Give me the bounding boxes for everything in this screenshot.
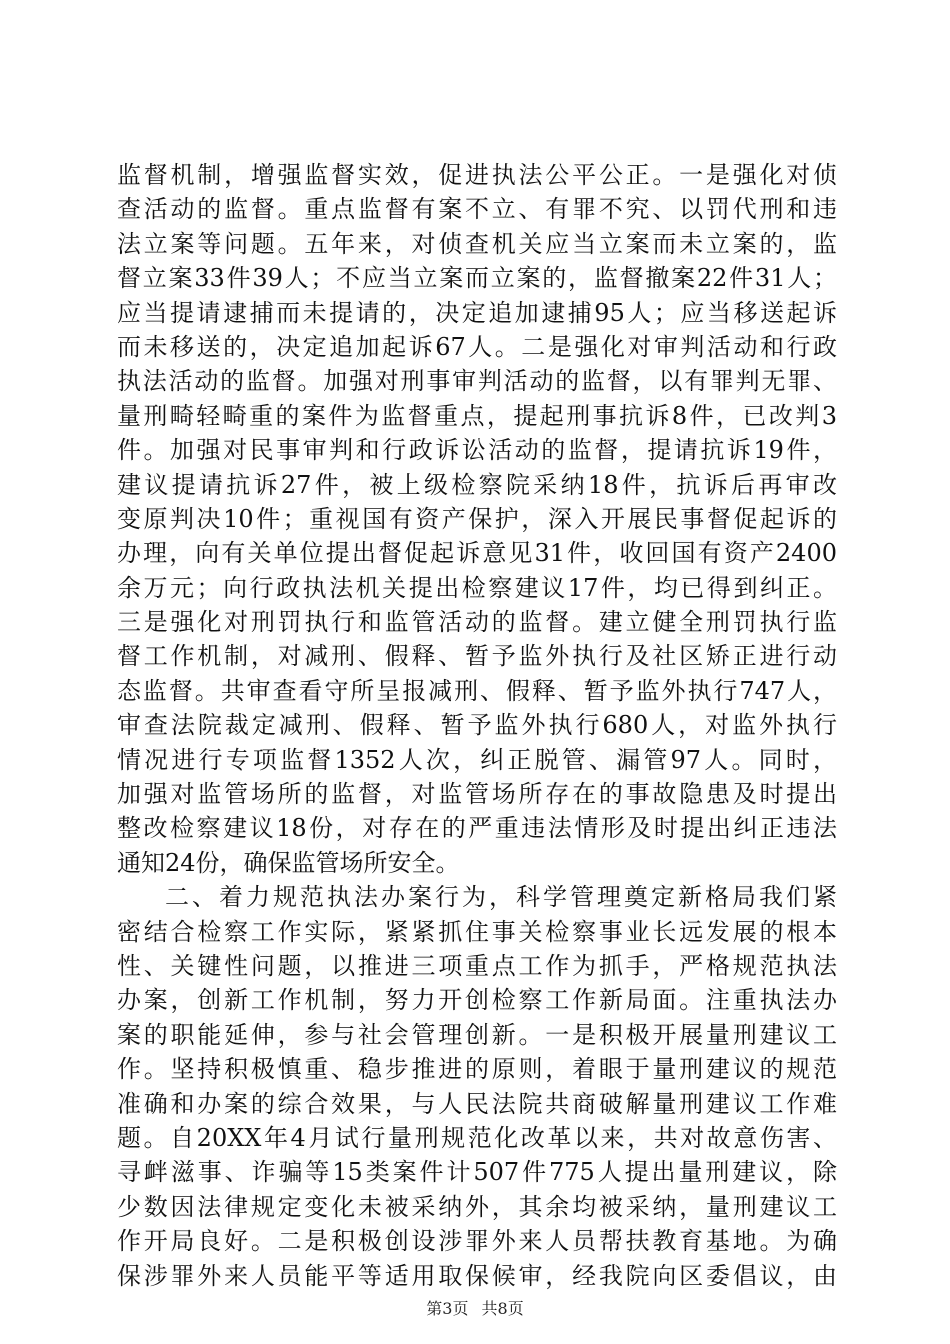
text-line: 督工作机制，对减刑、假释、暂予监外执行及社区矫正进行动 [117, 642, 837, 671]
text-line: 审查法院裁定减刑、假释、暂予监外执行680人，对监外执行 [117, 711, 837, 740]
text-line: 寻衅滋事、诈骗等15类案件计507件775人提出量刑建议，除 [117, 1158, 837, 1187]
text-line: 执法活动的监督。加强对刑事审判活动的监督，以有罪判无罪、 [117, 367, 837, 396]
text-line: 作。坚持积极慎重、稳步推进的原则，着眼于量刑建议的规范 [117, 1055, 837, 1084]
text-line: 变原判决10件；重视国有资产保护，深入开展民事督促起诉的 [117, 504, 837, 533]
page-total: 共8页 [481, 1299, 524, 1318]
text-line: 法立案等问题。五年来，对侦查机关应当立案而未立案的，监 [117, 229, 837, 258]
document-body [117, 158, 837, 1293]
text-line: 办案，创新工作机制，努力开创检察工作新局面。注重执法办 [117, 986, 837, 1015]
text-line: 办理，向有关单位提出督促起诉意见31件，收回国有资产2400 [117, 539, 837, 568]
page-footer [0, 1298, 950, 1320]
text-line: 作开局良好。二是积极创设涉罪外来人员帮扶教育基地。为确 [117, 1227, 837, 1256]
text-line: 余万元；向行政执法机关提出检察建议17件，均已得到纠正。 [117, 573, 837, 602]
text-line: 三是强化对刑罚执行和监管活动的监督。建立健全刑罚执行监 [117, 608, 837, 637]
text-line: 题。自20XX年4月试行量刑规范化改革以来，共对故意伤害、 [117, 1123, 837, 1152]
section-heading-line: 二、着力规范执法办案行为，科学管理奠定新格局我们紧 [165, 883, 837, 912]
text-line: 监督机制，增强监督实效，促进执法公平公正。一是强化对侦 [117, 161, 837, 189]
text-line: 态监督。共审查看守所呈报减刑、假释、暂予监外执行747人， [117, 676, 837, 705]
text-line: 加强对监管场所的监督，对监管场所存在的事故隐患及时提出 [117, 780, 837, 809]
text-line: 而未移送的，决定追加起诉67人。二是强化对审判活动和行政 [117, 332, 837, 361]
text-line: 量刑畸轻畸重的案件为监督重点，提起刑事抗诉8件，已改判3 [117, 401, 837, 430]
text-line: 应当提请逮捕而未提请的，决定追加逮捕95人；应当移送起诉 [117, 298, 837, 327]
text-line: 准确和办案的综合效果，与人民法院共商破解量刑建议工作难 [117, 1089, 837, 1118]
text-line: 保涉罪外来人员能平等适用取保候审，经我院向区委倡议，由 [117, 1261, 837, 1290]
text-line: 通知24份，确保监管场所安全。 [117, 848, 460, 877]
text-line: 案的职能延伸，参与社会管理创新。一是积极开展量刑建议工 [117, 1020, 837, 1049]
text-line: 密结合检察工作实际，紧紧抓住事关检察事业长远发展的根本 [117, 917, 837, 946]
text-line: 整改检察建议18份，对存在的严重违法情形及时提出纠正违法 [117, 814, 837, 843]
page-number: 第3页 [426, 1299, 469, 1318]
text-line: 少数因法律规定变化未被采纳外，其余均被采纳，量刑建议工 [117, 1192, 837, 1221]
text-line: 建议提请抗诉27件，被上级检察院采纳18件，抗诉后再审改 [117, 470, 837, 499]
text-line: 性、关键性问题，以推进三项重点工作为抓手，严格规范执法 [117, 951, 837, 980]
text-line: 情况进行专项监督1352人次，纠正脱管、漏管97人。同时， [117, 745, 837, 774]
text-line: 件。加强对民事审判和行政诉讼活动的监督，提请抗诉19件， [117, 436, 837, 465]
text-line: 督立案33件39人；不应当立案而立案的，监督撤案22件31人； [117, 264, 837, 293]
text-line: 查活动的监督。重点监督有案不立、有罪不究、以罚代刑和违 [117, 195, 837, 224]
